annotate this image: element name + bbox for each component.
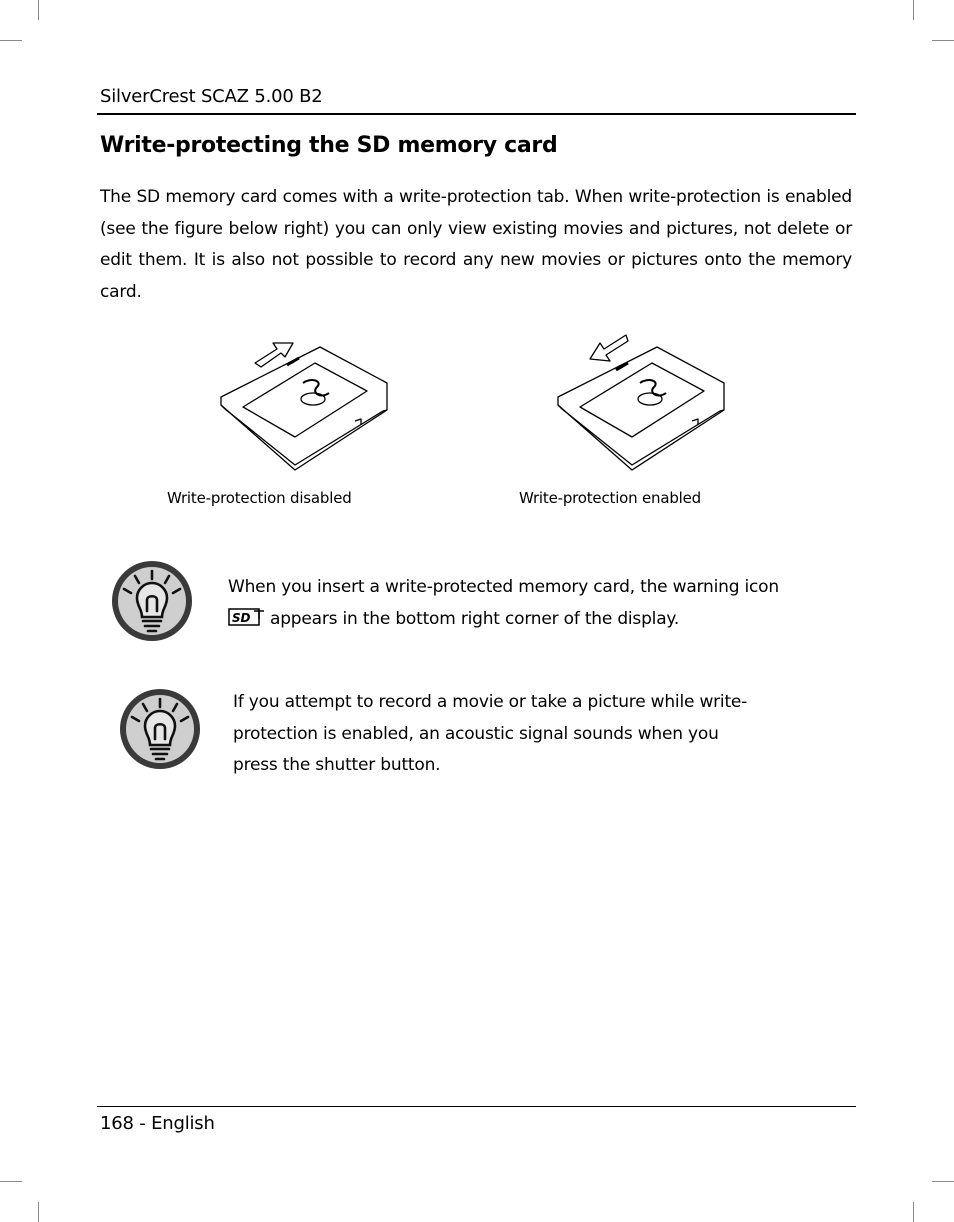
intro-paragraph: The SD memory card comes with a write-protection tab. When write-protection is enabled (see the figure below right) you can only view existing movies and pictures, not delete or edit them. It is also not possible to record any new movies or pictures onto the memory card. <box>100 187 852 302</box>
section-title: Write-protecting the SD memory card <box>100 133 558 158</box>
crop-mark <box>38 0 39 20</box>
lightbulb-tip-icon <box>110 559 196 645</box>
running-header: SilverCrest SCAZ 5.00 B2 <box>100 86 323 107</box>
footer-rule <box>97 1106 856 1107</box>
figure-caption-disabled: Write-protection disabled <box>167 489 352 507</box>
crop-mark <box>0 40 22 41</box>
lightbulb-tip-icon <box>118 687 204 773</box>
note-line-2: appears in the bottom right corner of the display. <box>270 608 680 629</box>
crop-mark <box>932 40 954 41</box>
crop-mark <box>913 1202 914 1222</box>
crop-mark <box>38 1202 39 1222</box>
sd-card-locked-illustration <box>552 325 732 475</box>
sd-card-unlocked-illustration <box>215 325 395 475</box>
svg-text:SD: SD <box>232 610 251 625</box>
figure-caption-enabled: Write-protection enabled <box>519 489 701 507</box>
note-line-1: When you insert a write-protected memory card, the warning icon <box>228 577 779 597</box>
crop-mark <box>932 1181 954 1182</box>
header-rule <box>97 113 856 115</box>
note-write-protected-warning <box>228 572 788 635</box>
page-footer: 168 - English <box>100 1113 215 1134</box>
crop-mark <box>0 1181 22 1182</box>
sd-lock-warning-icon <box>228 607 266 627</box>
crop-mark <box>913 0 914 20</box>
note-acoustic-signal: If you attempt to record a movie or take a picture while write-protection is enabled, an acoustic signal sounds when you press the shutter button. <box>233 692 748 775</box>
